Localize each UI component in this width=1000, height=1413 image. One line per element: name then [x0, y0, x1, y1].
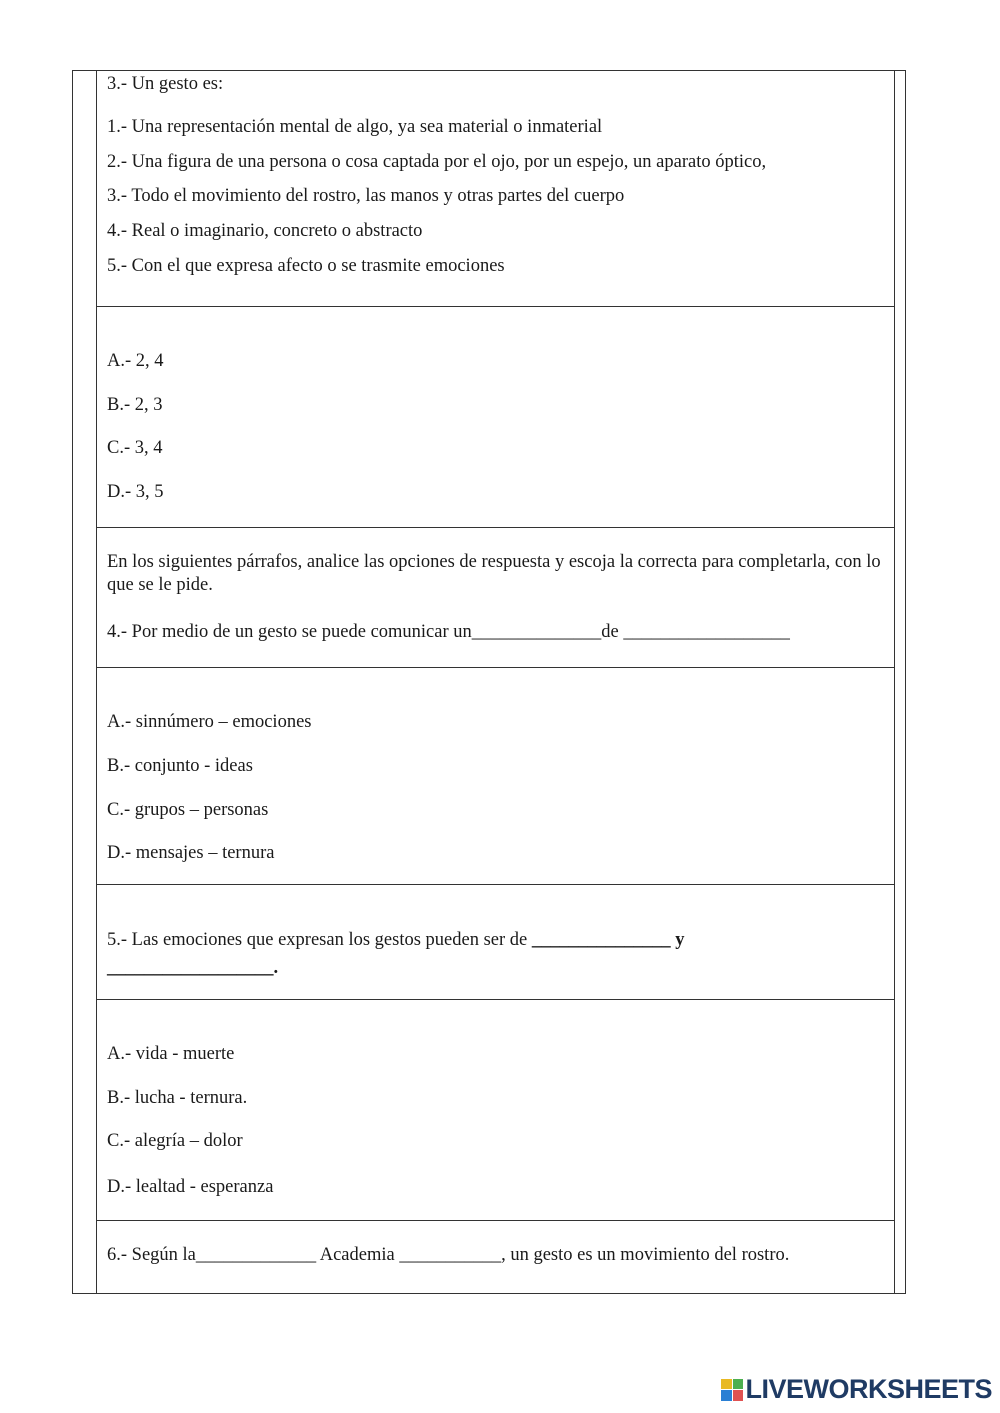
q5-stem-text: 5.- Las emociones que expresan los gestos pueden ser de: [107, 930, 532, 950]
q4-option-b[interactable]: B.- conjunto - ideas: [107, 756, 253, 776]
outer-frame-right: [905, 70, 906, 1294]
q5-stem-blank-1: _______________ y: [531, 930, 685, 950]
q3-option-a[interactable]: A.- 2, 4: [107, 351, 164, 371]
q6-stem: 6.- Según la_____________ Academia ___________, un gesto es un movimiento del rostro.: [107, 1245, 790, 1265]
q3-option-c[interactable]: C.- 3, 4: [107, 438, 163, 458]
q4-options-cell: [97, 668, 894, 885]
q3-option-d[interactable]: D.- 3, 5: [107, 482, 164, 502]
q3-statement-2: 2.- Una figura de una persona o cosa captada por el ojo, por un espejo, un aparato óptico,: [107, 152, 767, 172]
q3-statements-cell: [97, 71, 894, 307]
q4-stem: 4.- Por medio de un gesto se puede comunicar un______________de __________________: [107, 622, 790, 642]
logo-square-1: [721, 1379, 732, 1390]
q3-statement-1: 1.- Una representación mental de algo, ya sea material o inmaterial: [107, 117, 603, 137]
q6-stem-cell: [97, 1221, 894, 1294]
logo-square-4: [733, 1390, 744, 1401]
q4-instructions: En los siguientes párrafos, analice las opciones de respuesta y escoja la correcta para completarla, con lo que se le pide.: [107, 552, 881, 595]
q5-option-a[interactable]: A.- vida - muerte: [107, 1044, 235, 1064]
q5-option-b[interactable]: B.- lucha - ternura.: [107, 1088, 248, 1108]
logo-square-3: [721, 1390, 732, 1401]
q4-option-c[interactable]: C.- grupos – personas: [107, 800, 269, 820]
q3-statement-5: 5.- Con el que expresa afecto o se trasmite emociones: [107, 256, 505, 276]
q3-option-b[interactable]: B.- 2, 3: [107, 395, 163, 415]
logo-square-2: [733, 1379, 744, 1390]
q4-stem-cell: [97, 528, 894, 668]
liveworksheets-logo: [721, 1374, 992, 1405]
q5-stem-cell: [97, 885, 894, 1000]
q5-stem: [107, 930, 684, 951]
liveworksheets-brand-text: LIVEWORKSHEETS: [745, 1374, 992, 1404]
q5-stem-blank-2: __________________.: [107, 958, 279, 978]
q5-option-c[interactable]: C.- alegría – dolor: [107, 1131, 243, 1151]
worksheet-table: [96, 71, 895, 1294]
q4-option-d[interactable]: D.- mensajes – ternura: [107, 843, 275, 863]
q3-statement-3: 3.- Todo el movimiento del rostro, las manos y otras partes del cuerpo: [107, 186, 625, 206]
q3-statement-4: 4.- Real o imaginario, concreto o abstracto: [107, 221, 423, 241]
q4-option-a[interactable]: A.- sinnúmero – emociones: [107, 712, 312, 732]
outer-frame-left: [72, 70, 73, 1294]
q3-stem: 3.- Un gesto es:: [107, 74, 224, 94]
q3-options-cell: [97, 307, 894, 528]
q5-option-d[interactable]: D.- lealtad - esperanza: [107, 1177, 274, 1197]
q5-options-cell: [97, 1000, 894, 1221]
liveworksheets-logo-icon: [721, 1379, 743, 1401]
